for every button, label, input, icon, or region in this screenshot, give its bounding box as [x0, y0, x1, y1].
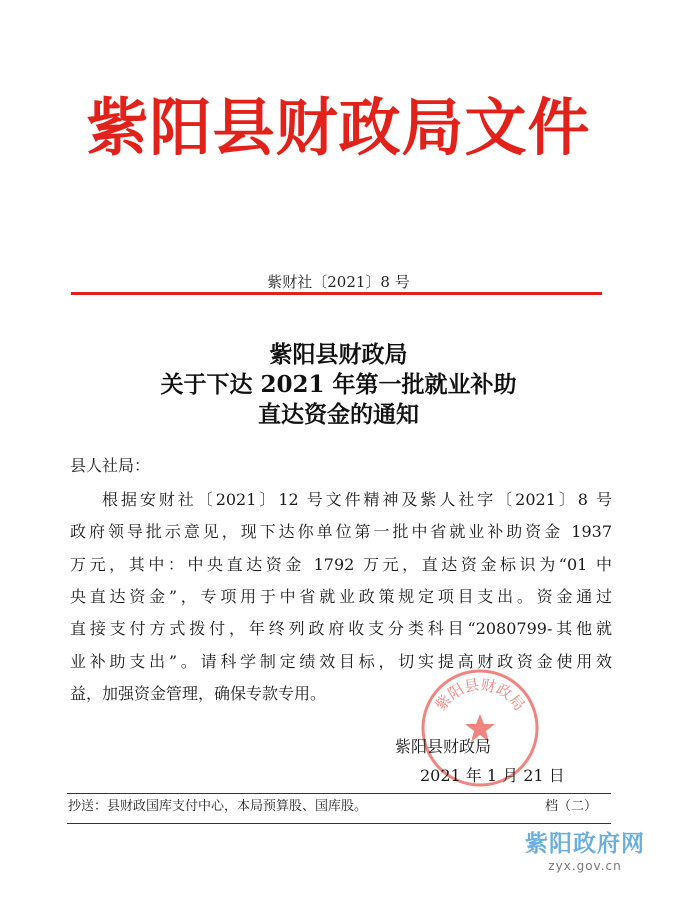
addressee: 县人社局： [70, 456, 151, 475]
svg-text:紫阳县财政局: 紫阳县财政局 [431, 675, 529, 715]
title-line-2: 关于下达 2021 年第一批就业补助 [160, 371, 517, 398]
document-number: 紫财社〔2021〕8 号 [267, 273, 410, 291]
body-line-3: 万元，其中：中央直达资金 1792 万元，直达资金标识为“01 中 [70, 555, 612, 574]
footer-rule-bottom [67, 823, 611, 824]
footer-rule-top [67, 793, 611, 794]
body-line-4: 央直达资金”，专项用于中省就业政策规定项目支出。资金通过 [70, 587, 612, 606]
red-divider [71, 292, 602, 295]
body-line-1: 根据安财社〔2021〕12 号文件精神及紫人社字〔2021〕8 号 [102, 490, 612, 509]
body-line-6: 业补助支出”。请科学制定绩效目标，切实提高财政资金使用效 [70, 652, 612, 671]
archive-mark: 档（二） [545, 799, 598, 814]
watermark-url: zyx.gov.cn [548, 859, 622, 873]
watermark-title: 紫阳政府网 [525, 831, 645, 857]
masthead: 紫阳县财政局文件 [86, 91, 591, 164]
issue-date: 2021 年 1 月 21 日 [420, 766, 565, 785]
cc-list: 抄送：县财政国库支付中心，本局预算股、国库股。 [68, 799, 368, 814]
issuing-authority: 紫阳县财政局 [395, 737, 492, 756]
title-line-1: 紫阳县财政局 [269, 341, 408, 368]
body-line-2: 政府领导批示意见，现下达你单位第一批中省就业补助资金 1937 [70, 522, 612, 541]
body-line-7: 益，加强资金管理，确保专款专用。 [70, 684, 327, 703]
body-line-5: 直接支付方式拨付，年终列政府收支分类科目“2080799-其他就 [70, 619, 612, 638]
title-line-3: 直达资金的通知 [258, 401, 419, 428]
site-watermark [505, 830, 665, 874]
